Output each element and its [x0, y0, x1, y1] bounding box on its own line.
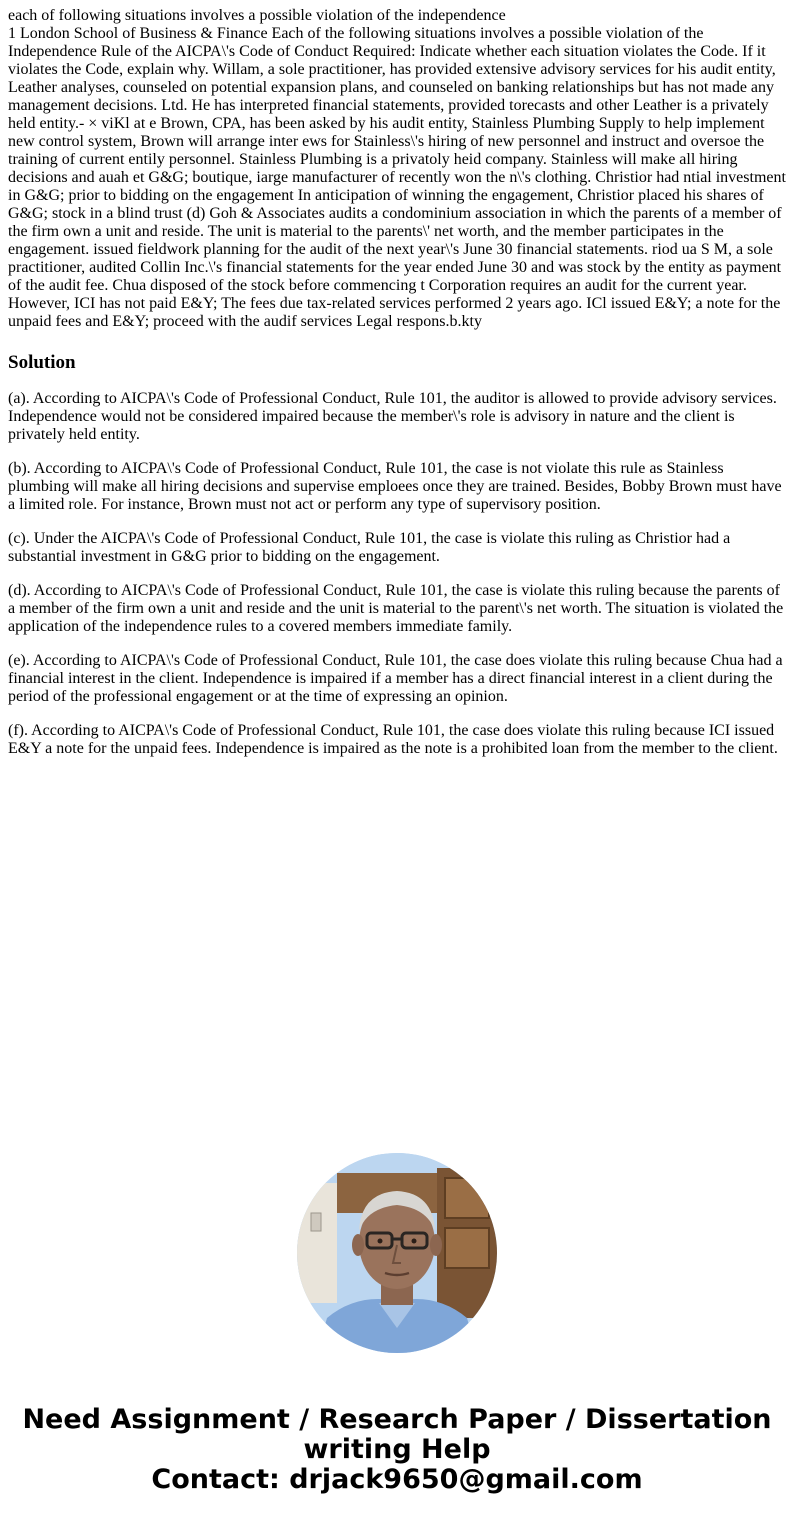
author-avatar — [297, 1153, 497, 1353]
avatar-portrait-illustration — [297, 1153, 497, 1353]
solution-heading: Solution — [8, 352, 76, 373]
question-body: 1 London School of Business & Finance Each of the following situations involves a possible violation of the Independence Rule of the AICPA\'s Code of Conduct Required: Indicate whether each situation violates the Code. If it violates the Code, explain why. Willam, a sole practitioner, has provided extensive advisory services for his audit entity, Leather analyses, counseled on potential expansion plans, and counseled on banking relationships but has not made any management decisions. Ltd. He has interpreted financial statements, provided torecasts and other Leather is a privately held entity.- × viKl at e Brown, CPA, has been asked by his audit entity, Stainless Plumbing Supply to help implement new control system, Brown will arrange inter ews for Stainless\'s hiring of new personnel and instruct and oversoe the training of current entily personnel. Stainless Plumbing is a privatoly heid company. Stainless will make all hiring decisions and auah et G&G; boutique, iarge manufacturer of recently won the n\'s clothing. Christior had ntial investment in G&G; prior to bidding on the engagement In anticipation of winning the engagement, Christior placed his shares of G&G; stock in a blind trust (d) Goh & Associates audits a condominium association in which the parents of a member of the firm own a unit and reside. The unit is material to the parents\' net worth, and the member participates in the engagement. issued fieldwork planning for the audit of the next year\'s June 30 financial statements. riod ua S M, a sole practitioner, audited Collin Inc.\'s financial statements for the year ended June 30 and was stock by the entity as payment of the audit fee. Chua disposed of the stock before commencing t Corporation requires an audit for the current year. However, ICI has not paid E&Y; The fees due tax-related services performed 2 years ago. ICl issued E&Y; a note for the unpaid fees and E&Y; proceed with the audif services Legal respons.b.kty — [8, 25, 786, 330]
answer-e: (e). According to AICPA\'s Code of Professional Conduct, Rule 101, the case does violate this ruling because Chua had a financial interest in the client. Independence is impaired if a member has a direct financial interest in a client during the period of the professional engagement or at the time of expressing an opinion. — [8, 652, 783, 705]
document-content — [8, 7, 788, 758]
footer-contact: Contact: drjack9650@gmail.com — [151, 1464, 643, 1495]
footer-banner — [0, 1405, 794, 1495]
answer-f: (f). According to AICPA\'s Code of Professional Conduct, Rule 101, the case does violate this ruling because ICI issued E&Y a note for the unpaid fees. Independence is impaired as the note is a prohibited loan from the member to the client. — [8, 722, 778, 757]
answer-a: (a). According to AICPA\'s Code of Professional Conduct, Rule 101, the auditor is allowed to provide advisory services. Independence would not be considered impaired because the member\'s role is advisory in nature and the client is privately held entity. — [8, 390, 777, 443]
answer-b: (b). According to AICPA\'s Code of Professional Conduct, Rule 101, the case is not violate this rule as Stainless plumbing will make all hiring decisions and supervise emploees once they are trained. Besides, Bobby Brown must have a limited role. For instance, Brown must not act or perform any type of supervisory position. — [8, 460, 782, 513]
footer-line-2: writing Help — [303, 1434, 491, 1465]
question-title: each of following situations involves a possible violation of the independence — [8, 7, 506, 24]
answer-c: (c). Under the AICPA\'s Code of Professional Conduct, Rule 101, the case is violate this ruling as Christior had a substantial investment in G&G prior to bidding on the engagement. — [8, 530, 731, 565]
footer-line-1: Need Assignment / Research Paper / Dissertation — [22, 1404, 772, 1435]
answer-d: (d). According to AICPA\'s Code of Professional Conduct, Rule 101, the case is violate this ruling because the parents of a member of the firm own a unit and reside and the unit is material to the parent\'s net worth. The situation is violated the application of the independence rules to a covered members immediate family. — [8, 582, 784, 635]
